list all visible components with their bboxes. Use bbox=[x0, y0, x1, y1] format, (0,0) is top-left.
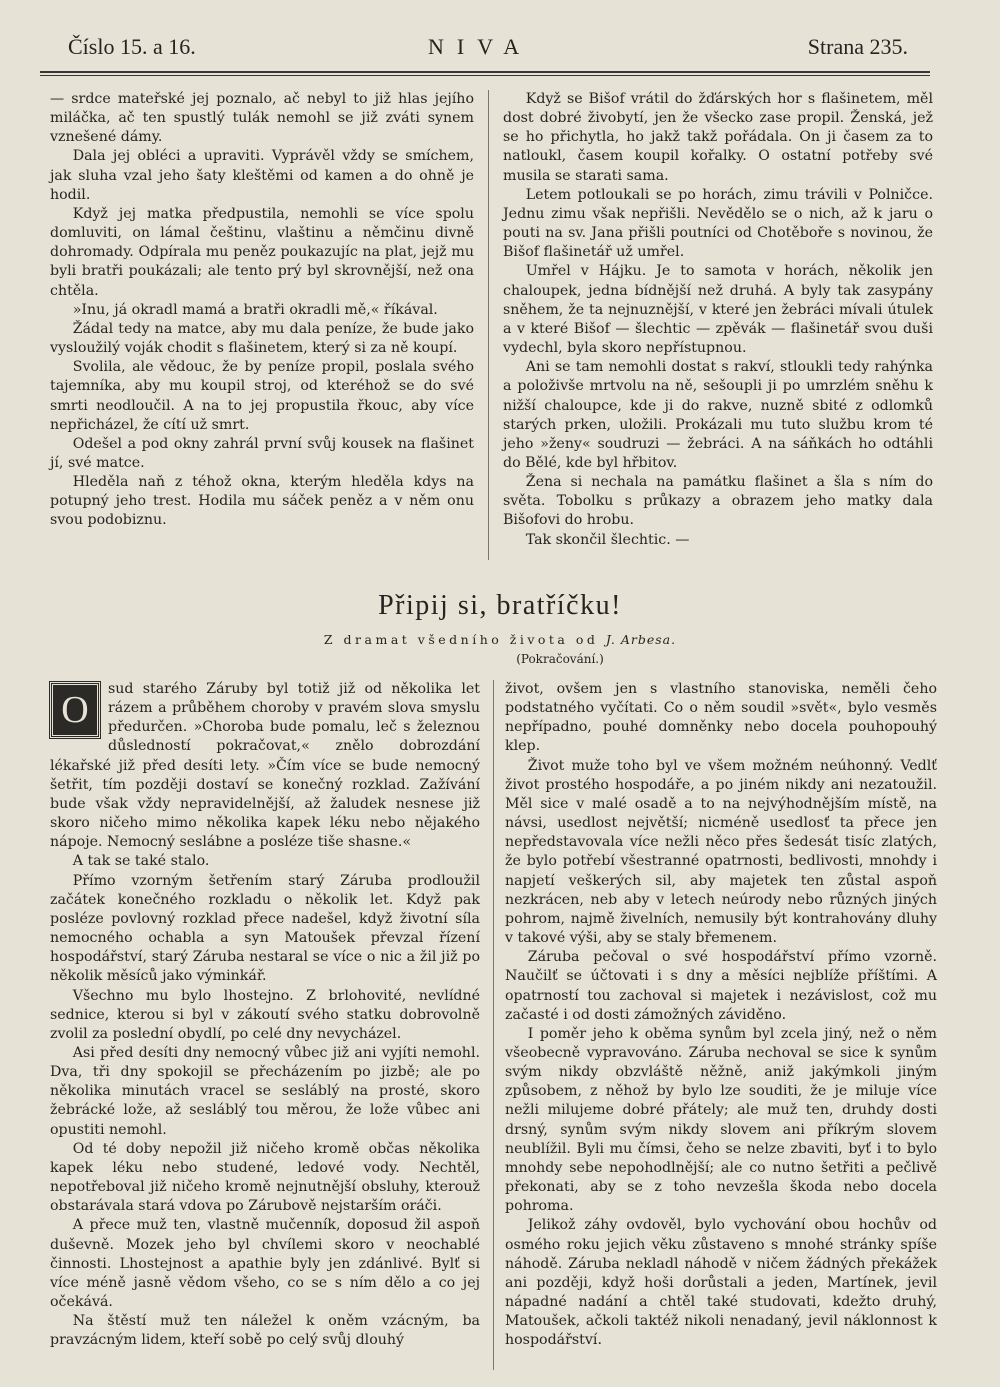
subtitle-text: Z dramat všedního života od bbox=[323, 632, 599, 647]
paragraph: Život muže toho byl ve všem možném neúhonný. Vedlť život prostého hospodáře, a po jiném nikdy ani nezatoužil. Měl sice v malé osadě a to na nejvýhodnějším místě, na návsi, usedlost největší; nicméně usedlosť ta přece jen nepředstavovala více nežli něco přes šedesát tisíc zlatých, že bylo potřebí všestranné opatrnosti, bedlivosti, mnohdy i napjetí veškerých sil, aby majetek ten zůstal aspoň nezkrácen, neb aby v letech neúrody nebo různých jiných pohrom, najmě živelních, nemusily být kontrahovány dluhy v takové výši, aby se staly břemenem. bbox=[505, 757, 937, 947]
paragraph: — srdce mateřské jej poznalo, ač nebyl to již hlas jejího miláčka, ač ten spustlý tulák nemohl se již zváti synem vznešené dámy. bbox=[50, 91, 474, 146]
column-divider bbox=[488, 90, 489, 560]
top-right-column bbox=[503, 90, 933, 550]
paragraph: Žena si nechala na památku flašinet a šla s ním do světa. Tobolku s průkazy a obrazem jeho matky dala Bišofovi do hrobu. bbox=[503, 474, 933, 529]
article-title: Připij si, bratříčku! bbox=[378, 590, 622, 621]
paragraph: Záruba pečoval o své hospodářství přímo vzorně. Naučilť se účtovati i s dny a měsíci nejblíže příštími. A opatrností tou zachoval si majetek i nezávislost, což mu začasté i od dosti zámožných záviděno. bbox=[505, 949, 937, 1023]
magazine-title: NIVA bbox=[428, 34, 533, 59]
paragraph: »Inu, já okradl mamá a bratři okradli mě,« říkával. bbox=[72, 301, 438, 318]
paragraph: Svolila, ale vědouc, že by peníze propil, poslala svého tajemníka, aby mu koupil stroj, od kteréhož se do své smrti neodloučil. A na to jej propustila řkouc, aby více nepřicházel, že cítí už smrt. bbox=[50, 359, 474, 433]
article-subtitle bbox=[0, 632, 1000, 647]
header-rule-thin bbox=[40, 75, 930, 76]
paragraph: Odešel a pod okny zahrál první svůj kousek na flašinet jí, své matce. bbox=[50, 435, 474, 471]
paragraph: A tak se také stalo. bbox=[72, 853, 210, 870]
article-author: J. Arbesa. bbox=[605, 632, 677, 647]
page-header bbox=[58, 34, 910, 74]
paragraph: Všechno mu bylo lhostejno. Z brlohovité, nevlídné sednice, kterou si byl v zákoutí svého statku dobrovolně zvolil za poslední obydlí, po celé dny nevycházel. bbox=[50, 987, 480, 1042]
paragraph: Asi před desíti dny nemocný vůbec již ani vyjíti nemohl. Dva, tři dny spokojil se přecházením po jizbě; ale po několika minutách vracel se sesláblý na prosté, skoro žebrácké lože, až sesláblý tou měrou, že lože vůbec ani opustiti nemohl. bbox=[50, 1044, 480, 1138]
page-number: Strana 235. bbox=[807, 34, 908, 59]
header-rule bbox=[40, 71, 930, 73]
paragraph: Když se Bišof vrátil do žďárských hor s flašinetem, měl dost dobré živobytí, jen že všecko zase propil. Ženská, jež se ho přichytla, ho jakž takž pořádala. On ji časem za to natloukl, časem koupil kořalky. O ostatní potřeby své musila se starati sama. bbox=[503, 91, 933, 184]
column-divider bbox=[493, 680, 494, 1370]
bottom-right-column bbox=[505, 680, 937, 1350]
paragraph: Jelikož záhy ovdověl, bylo vychování obou hochův od osmého roku jejich věku zůstaveno s mnohé stránky spíše náhodě. Záruba nekladl náhodě v ničem žádných překážek ani později, když hoši dorůstali a jeden, Martínek, jevil nápadné nadání a chtěl také studovati, kdežto druhý, Matoušek, ačkoli taktéž nikoli nenadaný, jevil náklonnost k hospodářství. bbox=[505, 1217, 937, 1349]
paragraph: Dala jej obléci a upraviti. Vyprávěl vždy se smíchem, jak sluha vzal jeho šaty kleštěmi od kamen a do ohně je hodil. bbox=[50, 148, 474, 203]
paragraph: Umřel v Hájku. Je to samota v horách, několik jen chaloupek, jedna bídnější než druhá. A byly tak zasypány sněhem, že ta nejnuznější, v které jen žebráci mívali útulek a v které Bišof — šlechtic — zpěvák — flašinetář svou duši vydechl, byla skoro nepřístupnou. bbox=[503, 263, 933, 357]
paragraph: Od té doby nepožil již ničeho kromě občas několika kapek léku nebo studené, ledové vody. Nechtěl, nepotřeboval již ničeho kromě nejnutnější obsluhy, kterouž obstarávala stará vdova po Zárubově nejstarším oráči. bbox=[50, 1140, 480, 1215]
top-left-column bbox=[50, 90, 474, 531]
paragraph: Ani se tam nemohli dostat s rakví, stloukli tedy rahýnka a položivše mrtvolu na ně, sešoupli ji po umrzlém sněhu k nižší chaloupce, kde ji do rakve, nuzně sbité z odlomků starých prken, uložili. Prokázali mu tuto službu krom té jeho »ženy« soudruzi — žebráci. A na sáňkách ho odtáhli do Bělé, kde byl hřbitov. bbox=[503, 359, 933, 471]
issue-number: Číslo 15. a 16. bbox=[68, 34, 196, 59]
paragraph: život, ovšem jen s vlastního stanoviska, neměli čeho podstatného vyčítati. Co o něm soudil »svět«, bylo vesměs nepřípadno, pouhé domněnky nebo docela pouhopouhý klep. bbox=[505, 681, 937, 755]
continuation-note: (Pokračování.) bbox=[516, 652, 604, 666]
bottom-left-column bbox=[50, 680, 480, 1350]
paragraph: Tak skončil šlechtic. — bbox=[525, 531, 690, 548]
paragraph: A přece muž ten, vlastně mučenník, doposud žil aspoň duševně. Mozek jeho byl chvílemi skoro v neochablé činnosti. Lhostejnost a apathie byly jen zdánlivé. Bylť si více méně jasně vědom všeho, co se s ním dělo a co jej očekává. bbox=[50, 1217, 480, 1310]
paragraph: Na štěstí muž ten náležel k oněm vzácným, ba pravzácným lidem, kteří sobě po celý svůj dlouhý bbox=[50, 1313, 480, 1349]
paragraph: Když jej matka předpustila, nemohli se více spolu domluviti, on lámal češtinu, vlaštinu a němčinu divně dohromady. Odpírala mu peněz poukazujíc na plat, jejž mu byli bratři poukázali; ale tento prý byl skrovnější, než ona chtěla. bbox=[50, 205, 474, 299]
paragraph: I poměr jeho k oběma synům byl zcela jiný, než o něm všeobecně vypravováno. Záruba nechoval se sice k synům svým nikdy obzvláště něžně, aniž jakýmkoli jiným způsobem, z něhož by bylo lze souditi, že je miluje více nežli milujeme dobré přátely; ale muž ten, druhdy dosti drsný, synům svým nikdy slovem ani příkrým slovem neublížil. Byli mu čímsi, čeho se nelze zbaviti, byť i to bylo mnohdy sebe nepohodlnější; ale co nutno šetřiti a pečlivě překonati, aby se z toho nevzešla škoda nebo docela pohroma. bbox=[505, 1025, 937, 1215]
paragraph: Hleděla naň z téhož okna, kterým hleděla kdys na potupný jeho trest. Hodila mu sáček peněz a v něm onu svou podobiznu. bbox=[50, 474, 474, 529]
paragraph: Přímo vzorným šetřením starý Záruba prodloužil začátek konečného rozkladu o několik let. Když pak posléze povlovný rozklad přece nadešel, když životní síla nemocného ochabla a syn Matoušek převzal řízení hospodářství, starý Záruba nestaral se více o nic a žil již po několik měsíců jako výminkář. bbox=[50, 872, 480, 985]
paragraph-text: sud starého Záruby byl totiž již od několika let rázem a průběhem choroby v pravém slova smyslu předurčen. »Choroba bude pomalu, leč s železnou důsledností pokračovat,« znělo dobrozdání lékařské již před desíti lety. »Čím více se bude nemocný šetřit, tím později dostaví se konečný rozklad. Zažívání bude však vždy nepravidelnější, až žaludek nesnese již skoro ničeho mimo několika kapek léku nebo nějakého nápoje. Nemocný seslábne a posléze tiše shasne.« bbox=[50, 681, 480, 851]
paragraph: Letem potloukali se po horách, zimu trávili v Polničce. Jednu zimu však nepřišli. Nevědělo se o nich, až k jaru o pouti na sv. Jana přišli poutníci od Chotěboře s novinou, že Bišof flašinetář už umřel. bbox=[503, 186, 933, 261]
opening-paragraph bbox=[50, 680, 480, 852]
drop-cap-letter: O bbox=[50, 682, 100, 738]
paragraph: Žádal tedy na matce, aby mu dala peníze, že bude jako vysloužilý voják chodit s flašinetem, který si za ně koupí. bbox=[50, 320, 474, 357]
